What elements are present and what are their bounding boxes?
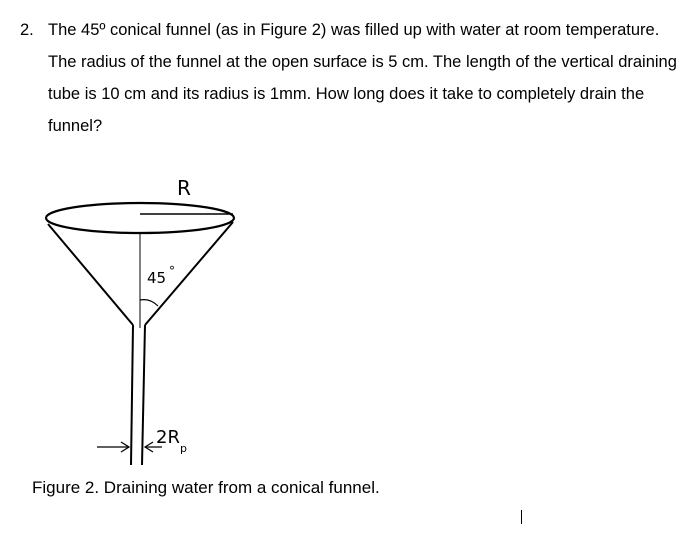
- tube-left-wall: [131, 325, 133, 465]
- problem-number: 2.: [20, 21, 34, 39]
- tube-diameter-label: 2R: [156, 427, 180, 448]
- funnel-left-wall: [48, 224, 133, 325]
- funnel-rim: [46, 203, 234, 233]
- tube-diameter-subscript: p: [180, 442, 187, 455]
- angle-arc: [140, 300, 158, 306]
- radius-label: R: [177, 176, 191, 200]
- text-cursor: [521, 510, 522, 524]
- angle-label: 45: [147, 269, 167, 287]
- degree-symbol: °: [169, 264, 175, 278]
- tube-right-wall: [142, 325, 145, 465]
- figure-caption: Figure 2. Draining water from a conical funnel.: [32, 478, 380, 497]
- problem-text: The 45º conical funnel (as in Figure 2) was filled up with water at room temperature. The radius of the funnel at the open surface is 5 cm. The length of the vertical draining tube is 10 cm and its radius is 1mm. How long does it take to completely drain the funnel?: [48, 21, 677, 135]
